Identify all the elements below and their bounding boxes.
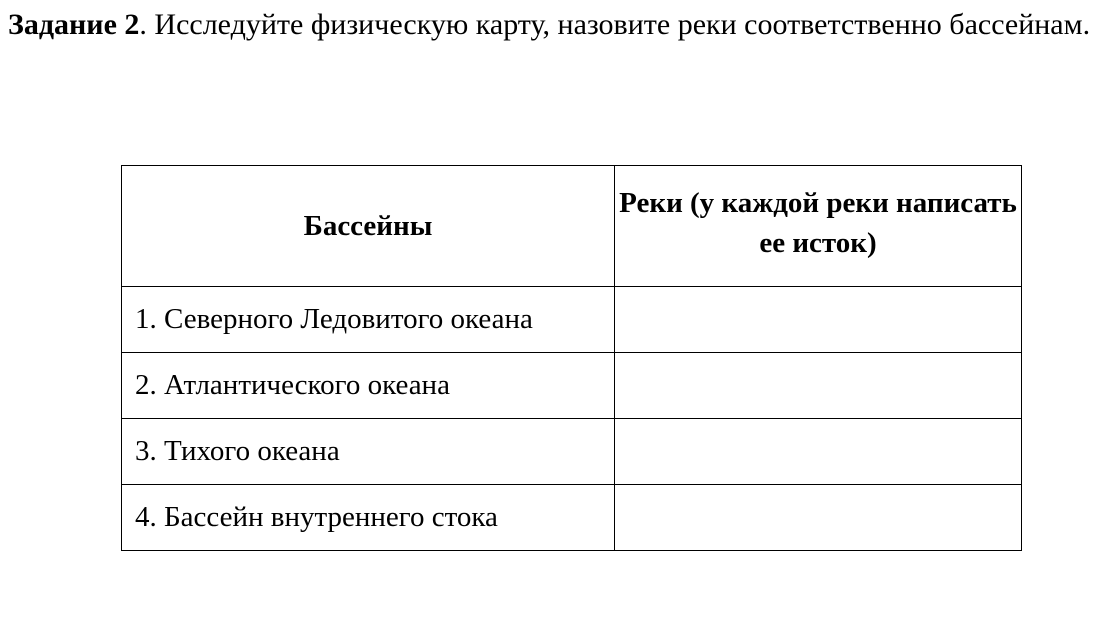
basin-cell: 1. Северного Ледовитого океана — [122, 287, 615, 353]
task-statement — [8, 2, 1108, 48]
basin-cell: 4. Бассейн внутреннего стока — [122, 485, 615, 551]
rivers-cell — [615, 485, 1022, 551]
basin-cell: 2. Атлантического океана — [122, 353, 615, 419]
basins-table — [121, 165, 1022, 551]
rivers-cell — [615, 419, 1022, 485]
table-row — [122, 419, 1022, 485]
header-rivers: Реки (у каждой реки написать ее исток) — [615, 166, 1022, 287]
task-label: Задание 2 — [8, 8, 140, 41]
table-row — [122, 287, 1022, 353]
task-text: . Исследуйте физическую карту, назовите реки соответственно бассейнам. — [139, 8, 1091, 41]
rivers-cell — [615, 353, 1022, 419]
table-header-row — [122, 166, 1022, 287]
rivers-cell — [615, 287, 1022, 353]
header-basins: Бассейны — [122, 166, 615, 287]
basin-cell: 3. Тихого океана — [122, 419, 615, 485]
table-row — [122, 353, 1022, 419]
table-row — [122, 485, 1022, 551]
